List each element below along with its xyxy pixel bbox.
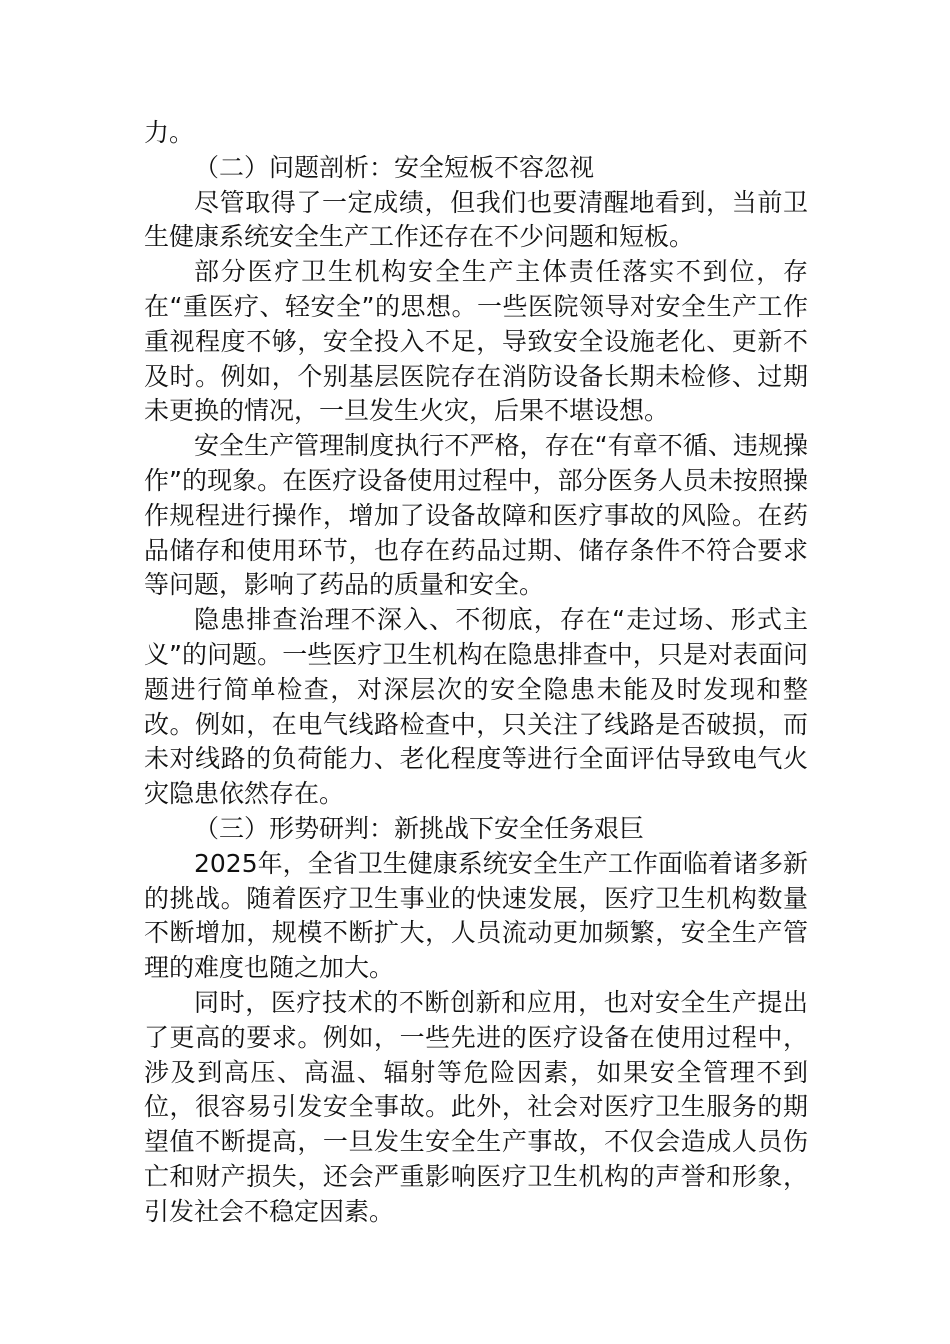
paragraph: 安全生产管理制度执行不严格，存在“有章不循、违规操作”的现象。在医疗设备使用过程中，部分医务人员未按照操作规程进行操作，增加了设备故障和医疗事故的风险。在药品储存和使用环节，也存在药品过期、储存条件不符合要求等问题，影响了药品的质量和安全。 [144,431,808,600]
paragraph: 同时，医疗技术的不断创新和应用，也对安全生产提出了更高的要求。例如，一些先进的医疗设备在使用过程中，涉及到高压、高温、辐射等危险因素，如果安全管理不到位，很容易引发安全事故。此外，社会对医疗卫生服务的期望值不断提高，一旦发生安全生产事故，不仅会造成人员伤亡和财产损失，还会严重影响医疗卫生机构的声誉和形象，引发社会不稳定因素。 [144,987,808,1226]
section-heading-situation-assessment: （三）形势研判：新挑战下安全任务艰巨 [194,813,645,843]
section-heading-problem-analysis: （二）问题剖析：安全短板不容忽视 [194,152,595,182]
paragraph: 部分医疗卫生机构安全生产主体责任落实不到位，存在“重医疗、轻安全”的思想。一些医院领导对安全生产工作重视程度不够，安全投入不足，导致安全设施老化、更新不及时。例如，个别基层医院存在消防设备长期未检修、过期未更换的情况，一旦发生火灾，后果不堪设想。 [144,257,808,426]
paragraph: 2025年，全省卫生健康系统安全生产工作面临着诸多新的挑战。随着医疗卫生事业的快速发展，医疗卫生机构数量不断增加，规模不断扩大，人员流动更加频繁，安全生产管理的难度也随之加大。 [144,848,808,983]
document-body [144,116,808,1230]
paragraph: 隐患排查治理不深入、不彻底，存在“走过场、形式主义”的问题。一些医疗卫生机构在隐患排查中，只是对表面问题进行简单检查，对深层次的安全隐患未能及时发现和整改。例如，在电气线路检查中，只关注了线路是否破损，而未对线路的负荷能力、老化程度等进行全面评估导致电气火灾隐患依然存在。 [144,605,808,809]
paragraph-continuation: 力。 [144,118,195,147]
paragraph: 尽管取得了一定成绩，但我们也要清醒地看到，当前卫生健康系统安全生产工作还存在不少问题和短板。 [144,187,808,252]
